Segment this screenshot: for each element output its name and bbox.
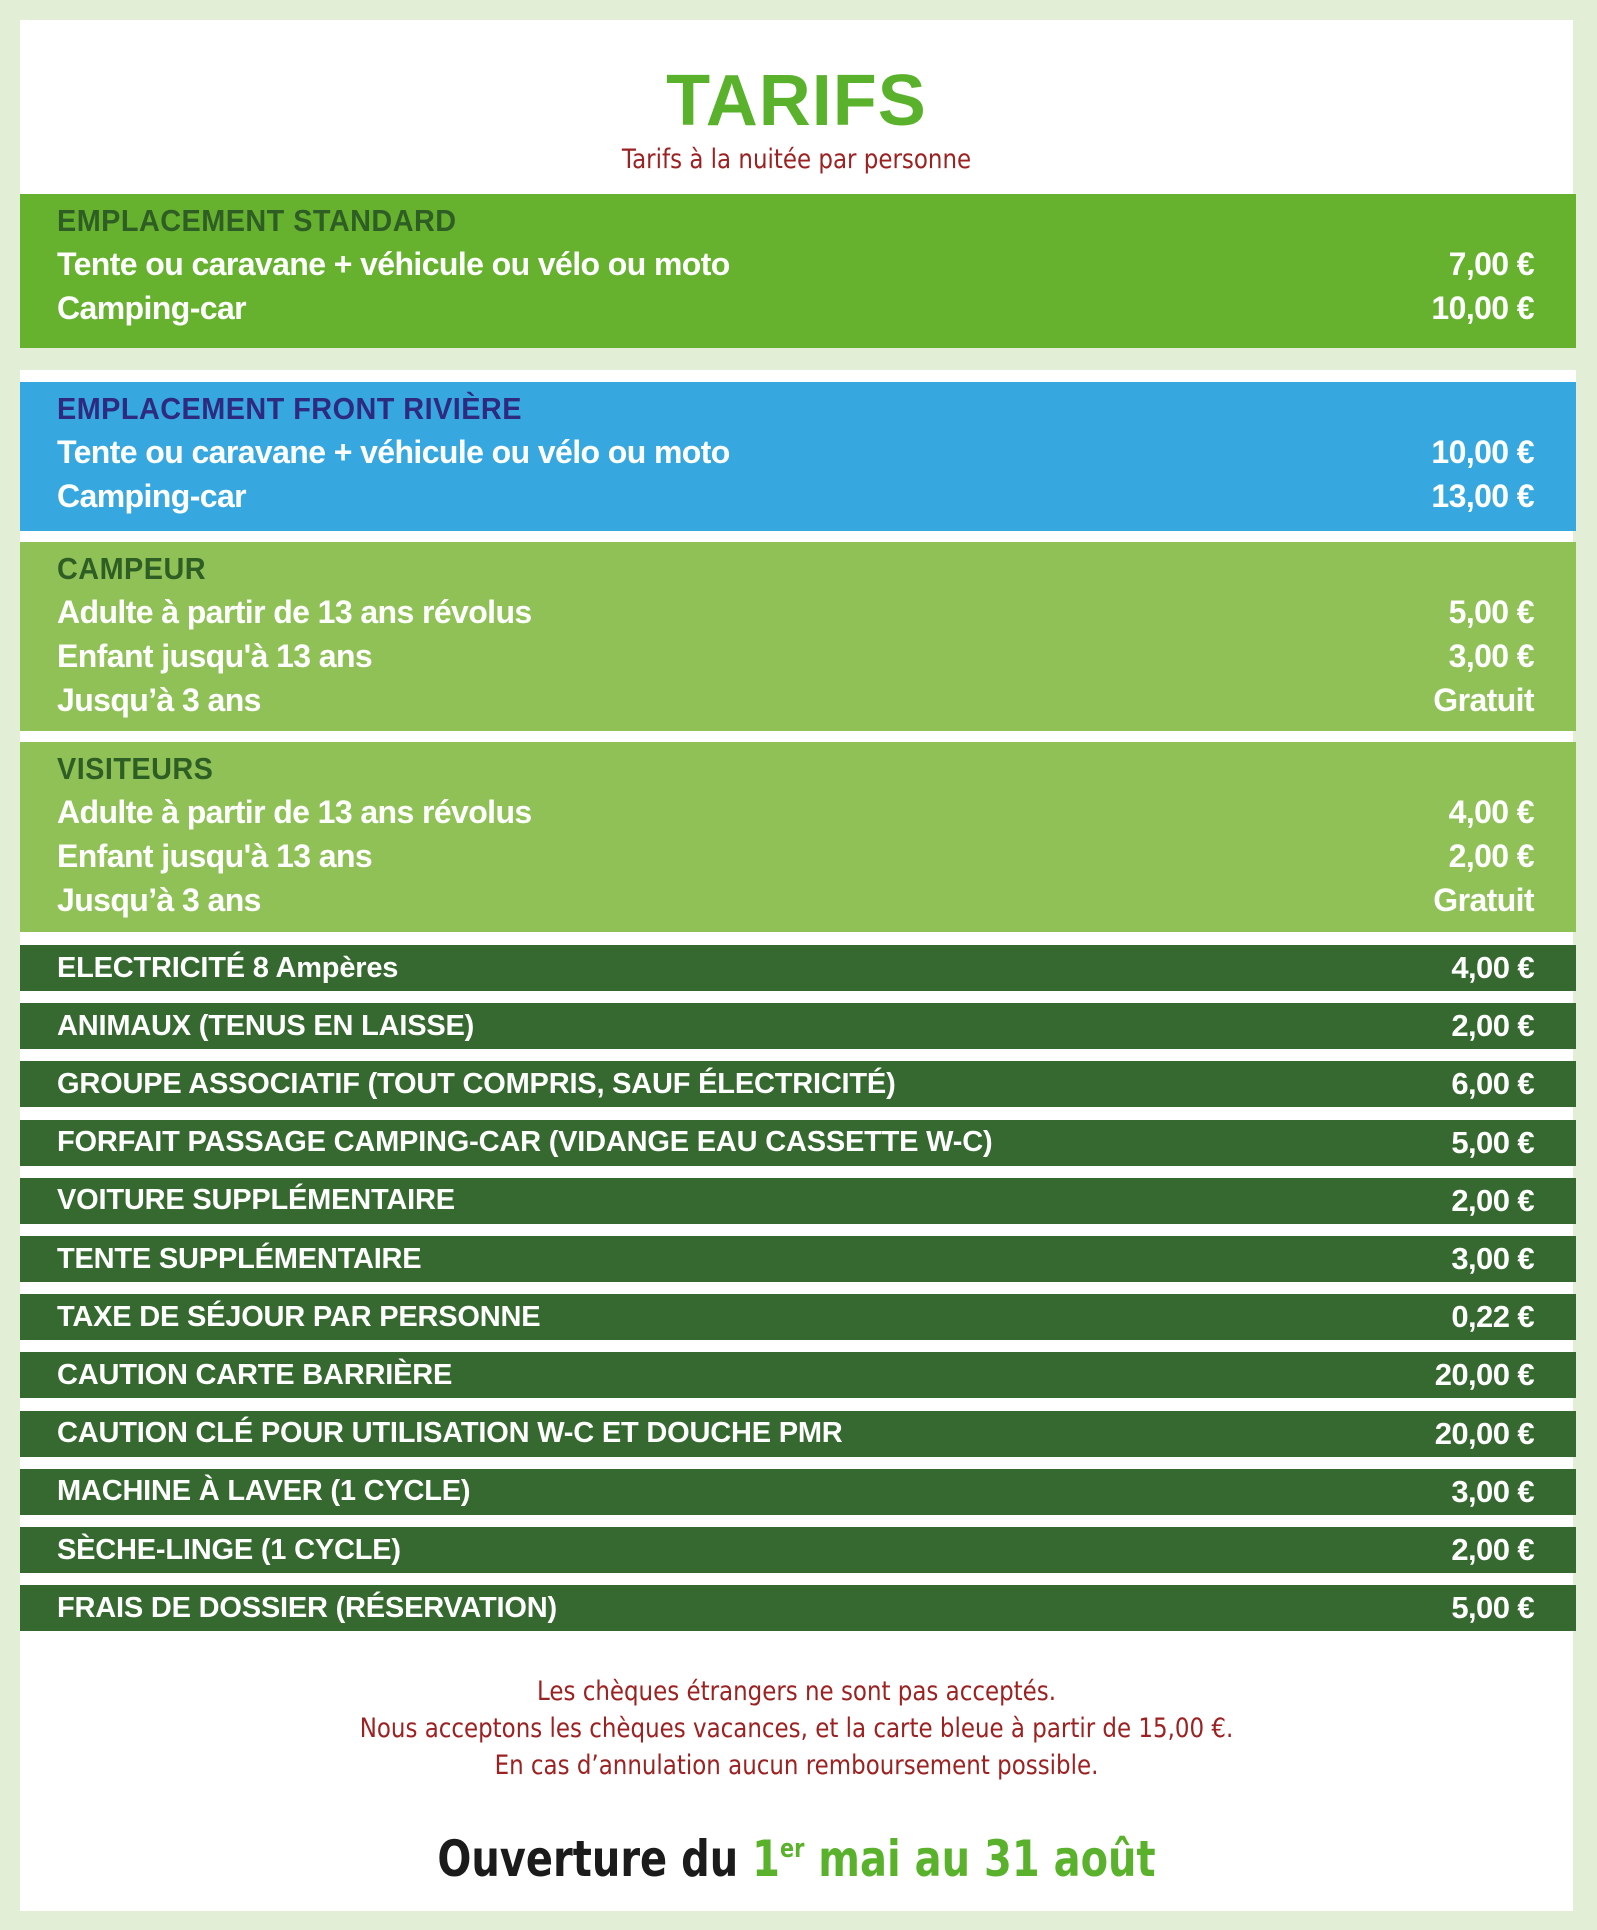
note: Nous acceptons les chèques vacances, et la carte bleue à partir de 15,00 €.	[359, 1713, 1234, 1744]
opening-sup: er	[779, 1834, 805, 1864]
block-front-riviere	[20, 382, 1576, 531]
extra-price: 20,00 €	[1434, 1415, 1534, 1451]
extra-label: CAUTION CLÉ POUR UTILISATION W-C ET DOUCHE PMR	[57, 1417, 843, 1450]
extra-price: 4,00 €	[1451, 950, 1534, 985]
extra-row	[20, 1294, 1576, 1340]
price-value: Gratuit	[1433, 882, 1534, 918]
price-value: 4,00 €	[1448, 794, 1534, 830]
price-line	[57, 634, 1534, 678]
extra-label: VOITURE SUPPLÉMENTAIRE	[57, 1184, 455, 1217]
price-label: Enfant jusqu'à 13 ans	[57, 638, 373, 674]
price-label: Tente ou caravane + véhicule ou vélo ou moto	[57, 246, 730, 282]
extra-label: FRAIS DE DOSSIER (RÉSERVATION)	[57, 1591, 557, 1624]
price-value: 13,00 €	[1431, 478, 1534, 514]
extra-price: 3,00 €	[1451, 1473, 1534, 1509]
extra-label: ELECTRICITÉ 8 Ampères	[57, 951, 399, 984]
block-campeur	[20, 542, 1576, 731]
divider	[20, 370, 1576, 382]
price-value: 10,00 €	[1431, 434, 1534, 470]
block-heading: EMPLACEMENT STANDARD	[57, 203, 457, 238]
extra-label: TENTE SUPPLÉMENTAIRE	[57, 1242, 422, 1275]
price-line	[57, 286, 1534, 330]
divider	[20, 348, 1576, 370]
price-line	[57, 430, 1534, 474]
price-value: 3,00 €	[1448, 638, 1534, 674]
price-line	[57, 590, 1534, 634]
extra-row	[20, 1236, 1576, 1282]
price-label: Camping-car	[57, 290, 246, 326]
extra-price: 20,00 €	[1434, 1357, 1534, 1393]
subtitle: Tarifs à la nuitée par personne	[621, 144, 972, 175]
price-line	[57, 474, 1534, 518]
note: Les chèques étrangers ne sont pas acceptés.	[536, 1676, 1057, 1707]
price-value: 7,00 €	[1448, 246, 1534, 282]
extra-price: 2,00 €	[1451, 1182, 1534, 1218]
extra-label: GROUPE ASSOCIATIF (TOUT COMPRIS, SAUF ÉLECTRICITÉ)	[57, 1067, 896, 1100]
extra-price: 3,00 €	[1451, 1241, 1534, 1276]
extra-row	[20, 1585, 1576, 1631]
block-heading: CAMPEUR	[57, 551, 207, 586]
opening-day: 1	[752, 1830, 780, 1888]
tariff-card	[20, 20, 1573, 1911]
price-label: Tente ou caravane + véhicule ou vélo ou moto	[57, 434, 730, 470]
extra-price: 6,00 €	[1451, 1066, 1534, 1102]
extra-label: TAXE DE SÉJOUR PAR PERSONNE	[57, 1300, 541, 1333]
block-heading: VISITEURS	[57, 751, 214, 786]
extra-label: MACHINE À LAVER (1 CYCLE)	[57, 1475, 471, 1508]
opening-prefix: Ouverture du	[437, 1830, 753, 1888]
extra-row	[20, 1003, 1576, 1049]
block-heading: EMPLACEMENT FRONT RIVIÈRE	[57, 391, 522, 426]
price-label: Jusqu’à 3 ans	[57, 682, 261, 718]
extra-price: 2,00 €	[1451, 1008, 1534, 1044]
extra-price: 5,00 €	[1451, 1590, 1534, 1626]
price-label: Adulte à partir de 13 ans révolus	[57, 594, 532, 630]
price-line	[57, 242, 1534, 286]
price-line	[57, 678, 1534, 722]
extra-label: FORFAIT PASSAGE CAMPING-CAR (VIDANGE EAU CASSETTE W-C)	[57, 1126, 993, 1159]
block-visiteurs	[20, 742, 1576, 932]
extra-row	[20, 1061, 1576, 1107]
extra-row	[20, 1120, 1576, 1166]
price-label: Camping-car	[57, 478, 246, 514]
extra-price: 0,22 €	[1451, 1299, 1534, 1335]
price-value: 2,00 €	[1448, 838, 1534, 874]
price-label: Enfant jusqu'à 13 ans	[57, 838, 373, 874]
price-line	[57, 834, 1534, 878]
extra-price: 5,00 €	[1451, 1124, 1534, 1160]
extra-row	[20, 1527, 1576, 1573]
page-title: TARIFS	[666, 61, 927, 141]
price-label: Adulte à partir de 13 ans révolus	[57, 794, 532, 830]
extra-label: ANIMAUX (TENUS EN LAISSE)	[57, 1009, 475, 1042]
price-line	[57, 878, 1534, 922]
price-value: 10,00 €	[1431, 290, 1534, 326]
block-standard	[20, 194, 1576, 348]
price-value: Gratuit	[1433, 682, 1534, 718]
extra-row	[20, 1469, 1576, 1515]
opening-dates	[175, 1830, 1417, 1888]
extra-label: CAUTION CARTE BARRIÈRE	[57, 1358, 453, 1391]
note: En cas d’annulation aucun remboursement possible.	[494, 1750, 1099, 1781]
extra-label: SÈCHE-LINGE (1 CYCLE)	[57, 1533, 401, 1566]
extra-row	[20, 1178, 1576, 1224]
extra-price: 2,00 €	[1451, 1532, 1534, 1567]
price-label: Jusqu’à 3 ans	[57, 882, 261, 918]
extra-row	[20, 945, 1576, 991]
extra-row	[20, 1411, 1576, 1457]
price-line	[57, 790, 1534, 834]
extra-row	[20, 1352, 1576, 1398]
opening-rest: mai au 31 août	[804, 1830, 1156, 1888]
price-value: 5,00 €	[1448, 594, 1534, 630]
